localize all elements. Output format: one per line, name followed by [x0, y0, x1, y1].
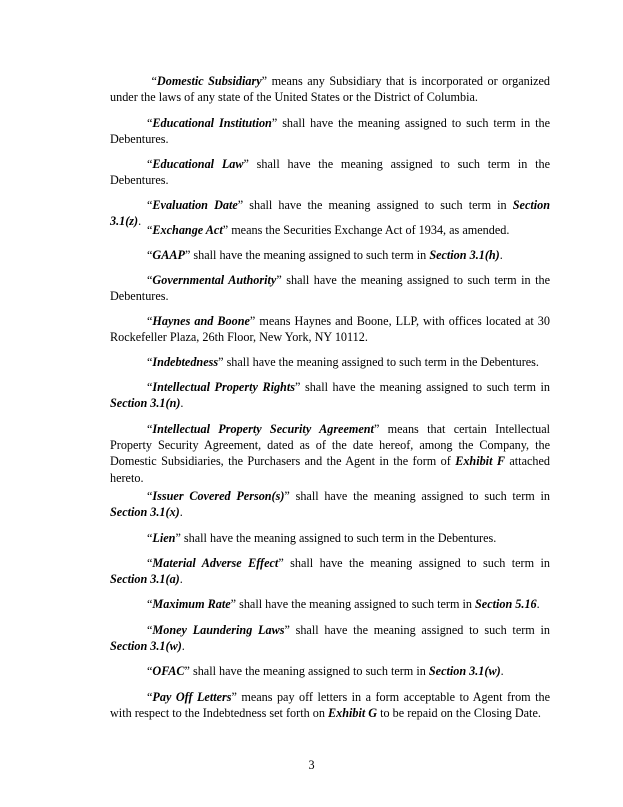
definition-paragraph: “Haynes and Boone” means Haynes and Boone, LLP, with offices located at 30 Rockefeller Plaza, 26th Floor, New York, NY 10112.	[110, 314, 550, 345]
section-reference: Section 3.1(n)	[110, 396, 181, 411]
definition-paragraph: “Indebtedness” shall have the meaning assigned to such term in the Debentures.	[147, 355, 539, 369]
exhibit-reference: Exhibit F	[455, 454, 505, 469]
defined-term: Educational Law	[152, 157, 244, 171]
defined-term: Domestic Subsidiary	[156, 74, 262, 88]
definition-paragraph: “Money Laundering Laws” shall have the meaning assigned to such term in Section 3.1(w).	[110, 623, 550, 654]
definition-paragraph: “Exchange Act” means the Securities Exchange Act of 1934, as amended.	[147, 223, 510, 237]
definition-paragraph: “OFAC” shall have the meaning assigned to such term in Section 3.1(w).	[147, 664, 504, 678]
definition-paragraph: “Maximum Rate” shall have the meaning assigned to such term in Section 5.16.	[147, 597, 540, 611]
definition-paragraph: “GAAP” shall have the meaning assigned to such term in Section 3.1(h).	[147, 248, 503, 262]
definition-paragraph: “Educational Law” shall have the meaning assigned to such term in the Debentures.	[110, 157, 550, 188]
defined-term: Material Adverse Effect	[152, 556, 279, 570]
definition-paragraph: “Intellectual Property Rights” shall have the meaning assigned to such term in Section 3.1(n).	[110, 380, 551, 411]
section-reference: Section 3.1(a)	[110, 572, 180, 587]
defined-term: Intellectual Property Rights	[152, 380, 295, 394]
definition-paragraph: “Issuer Covered Person(s)” shall have the meaning assigned to such term in Section 3.1(x).	[110, 489, 550, 520]
defined-term: Maximum Rate	[152, 597, 231, 611]
exhibit-reference: Exhibit G	[327, 706, 378, 721]
definition-paragraph: “Governmental Authority” shall have the meaning assigned to such term in the Debentures.	[110, 273, 550, 304]
section-reference: Section 3.1(z)	[110, 198, 550, 229]
defined-term: Pay Off Letters	[152, 690, 232, 704]
definition-paragraph: “Material Adverse Effect” shall have the meaning assigned to such term in Section 3.1(a).	[110, 556, 550, 587]
definition-paragraph: “Lien” shall have the meaning assigned to such term in the Debentures.	[147, 531, 497, 545]
section-reference: Section 5.16	[475, 597, 537, 611]
definition-paragraph: “Intellectual Property Security Agreement” means that certain Intellectual Property Security Agreement, dated as of the date hereof, among the Company, the Domestic Subsidiaries, the Purchasers and the Agent in the form of Exhibit F attached hereto.	[110, 422, 550, 485]
defined-term: OFAC	[152, 664, 185, 678]
defined-term: Evaluation Date	[152, 198, 238, 212]
definition-paragraph: “Pay Off Letters” means pay off letters in a form acceptable to Agent from the with respect to the Indebtedness set forth on Exhibit G to be repaid on the Closing Date.	[110, 690, 551, 721]
definition-paragraph: “Evaluation Date” shall have the meaning assigned to such term in Section 3.1(z).	[110, 198, 550, 229]
defined-term: Issuer Covered Person(s)	[152, 489, 285, 503]
definition-paragraph: “Educational Institution” shall have the meaning assigned to such term in the Debentures.	[110, 116, 550, 147]
defined-term: Money Laundering Laws	[152, 623, 285, 637]
section-reference: Section 3.1(x)	[110, 505, 180, 520]
defined-term: Educational Institution	[152, 116, 272, 130]
section-reference: Section 3.1(h)	[429, 248, 500, 262]
page-number: 3	[308, 758, 315, 772]
section-reference: Section 3.1(w)	[428, 664, 501, 678]
defined-term: Exchange Act	[152, 223, 223, 237]
defined-term: Governmental Authority	[152, 273, 277, 287]
defined-term: Intellectual Property Security Agreement	[152, 422, 374, 436]
defined-term: Indebtedness	[152, 355, 219, 369]
defined-term: Lien	[152, 531, 176, 545]
definition-paragraph: “Domestic Subsidiary” means any Subsidiary that is incorporated or organized under the laws of any state of the United States or the District of Columbia.	[110, 74, 550, 105]
defined-term: GAAP	[152, 248, 185, 262]
section-reference: Section 3.1(w)	[110, 639, 182, 654]
defined-term: Haynes and Boone	[152, 314, 250, 328]
